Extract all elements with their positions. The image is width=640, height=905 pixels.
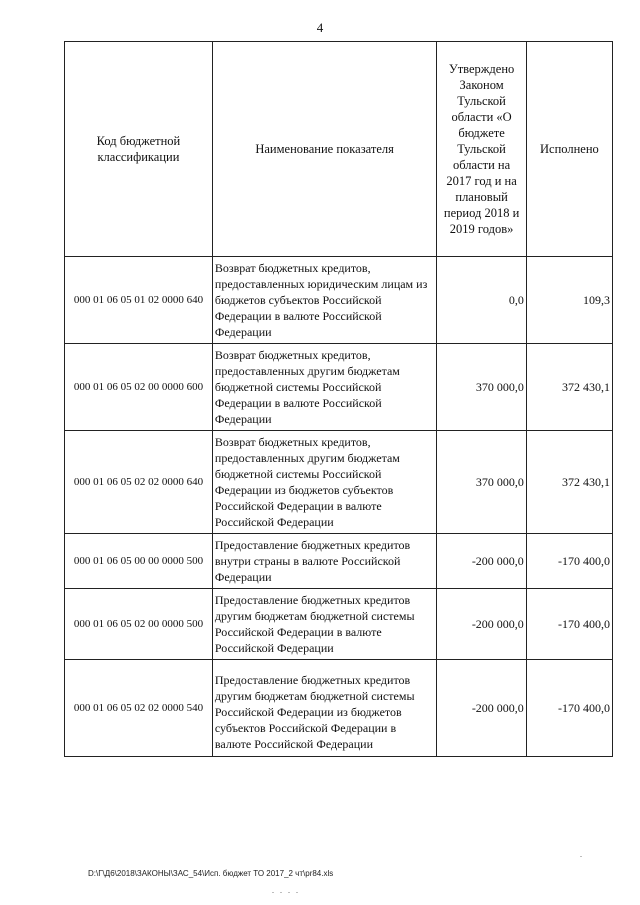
row-code: 000 01 06 05 02 02 0000 640 xyxy=(65,431,213,534)
row-executed: -170 400,0 xyxy=(526,589,612,660)
table-row xyxy=(65,660,613,757)
row-executed: 372 430,1 xyxy=(526,344,612,431)
row-code: 000 01 06 05 02 02 0000 540 xyxy=(65,660,213,757)
scan-speck: . xyxy=(580,850,584,859)
table-row xyxy=(65,431,613,534)
page-number: 4 xyxy=(316,20,324,35)
table-row xyxy=(65,344,613,431)
file-path-footer: D:\Г\Д6\2018\ЗАКОНЫ\ЗАС_54\Исп. бюджет ТО 2017_2 чт\pr84.xls xyxy=(88,869,334,878)
table-header-row xyxy=(65,42,613,257)
row-approved: -200 000,0 xyxy=(437,534,526,589)
row-approved: 370 000,0 xyxy=(437,344,526,431)
row-name: Предоставление бюджетных кредитов другим бюджетам бюджетной системы Российской Федерации в валюте Российской Федерации xyxy=(212,589,436,660)
row-name: Возврат бюджетных кредитов, предоставленных другим бюджетам бюджетной системы Российской Федерации в валюте Российской Федерации xyxy=(212,344,436,431)
header-executed: Исполнено xyxy=(526,42,612,257)
row-code: 000 01 06 05 00 00 0000 500 xyxy=(65,534,213,589)
row-executed: -170 400,0 xyxy=(526,660,612,757)
row-approved: -200 000,0 xyxy=(437,589,526,660)
table-row xyxy=(65,257,613,344)
row-name: Предоставление бюджетных кредитов другим бюджетам бюджетной системы Российской Федерации из бюджетов субъектов Российской Федерации в валюте Российской Федерации xyxy=(212,660,436,757)
header-name: Наименование показателя xyxy=(212,42,436,257)
row-code: 000 01 06 05 02 00 0000 600 xyxy=(65,344,213,431)
row-executed: 372 430,1 xyxy=(526,431,612,534)
row-approved: 0,0 xyxy=(437,257,526,344)
budget-table xyxy=(64,41,613,757)
row-code: 000 01 06 05 01 02 0000 640 xyxy=(65,257,213,344)
table-row xyxy=(65,589,613,660)
row-executed: -170 400,0 xyxy=(526,534,612,589)
row-executed: 109,3 xyxy=(526,257,612,344)
row-code: 000 01 06 05 02 00 0000 500 xyxy=(65,589,213,660)
row-name: Предоставление бюджетных кредитов внутри страны в валюте Российской Федерации xyxy=(212,534,436,589)
scan-speck: . . . . xyxy=(272,886,300,895)
header-code: Код бюджетной классификации xyxy=(65,42,213,257)
row-approved: -200 000,0 xyxy=(437,660,526,757)
table-row xyxy=(65,534,613,589)
row-name: Возврат бюджетных кредитов, предоставленных юридическим лицам из бюджетов субъектов Российской Федерации в валюте Российской Федерации xyxy=(212,257,436,344)
header-approved: Утверждено Законом Тульской области «О бюджете Тульской области на 2017 год и на плановый период 2018 и 2019 годов» xyxy=(437,42,526,257)
row-name: Возврат бюджетных кредитов, предоставленных другим бюджетам бюджетной системы Российской Федерации из бюджетов субъектов Российской Федерации в валюте Российской Федерации xyxy=(212,431,436,534)
row-approved: 370 000,0 xyxy=(437,431,526,534)
